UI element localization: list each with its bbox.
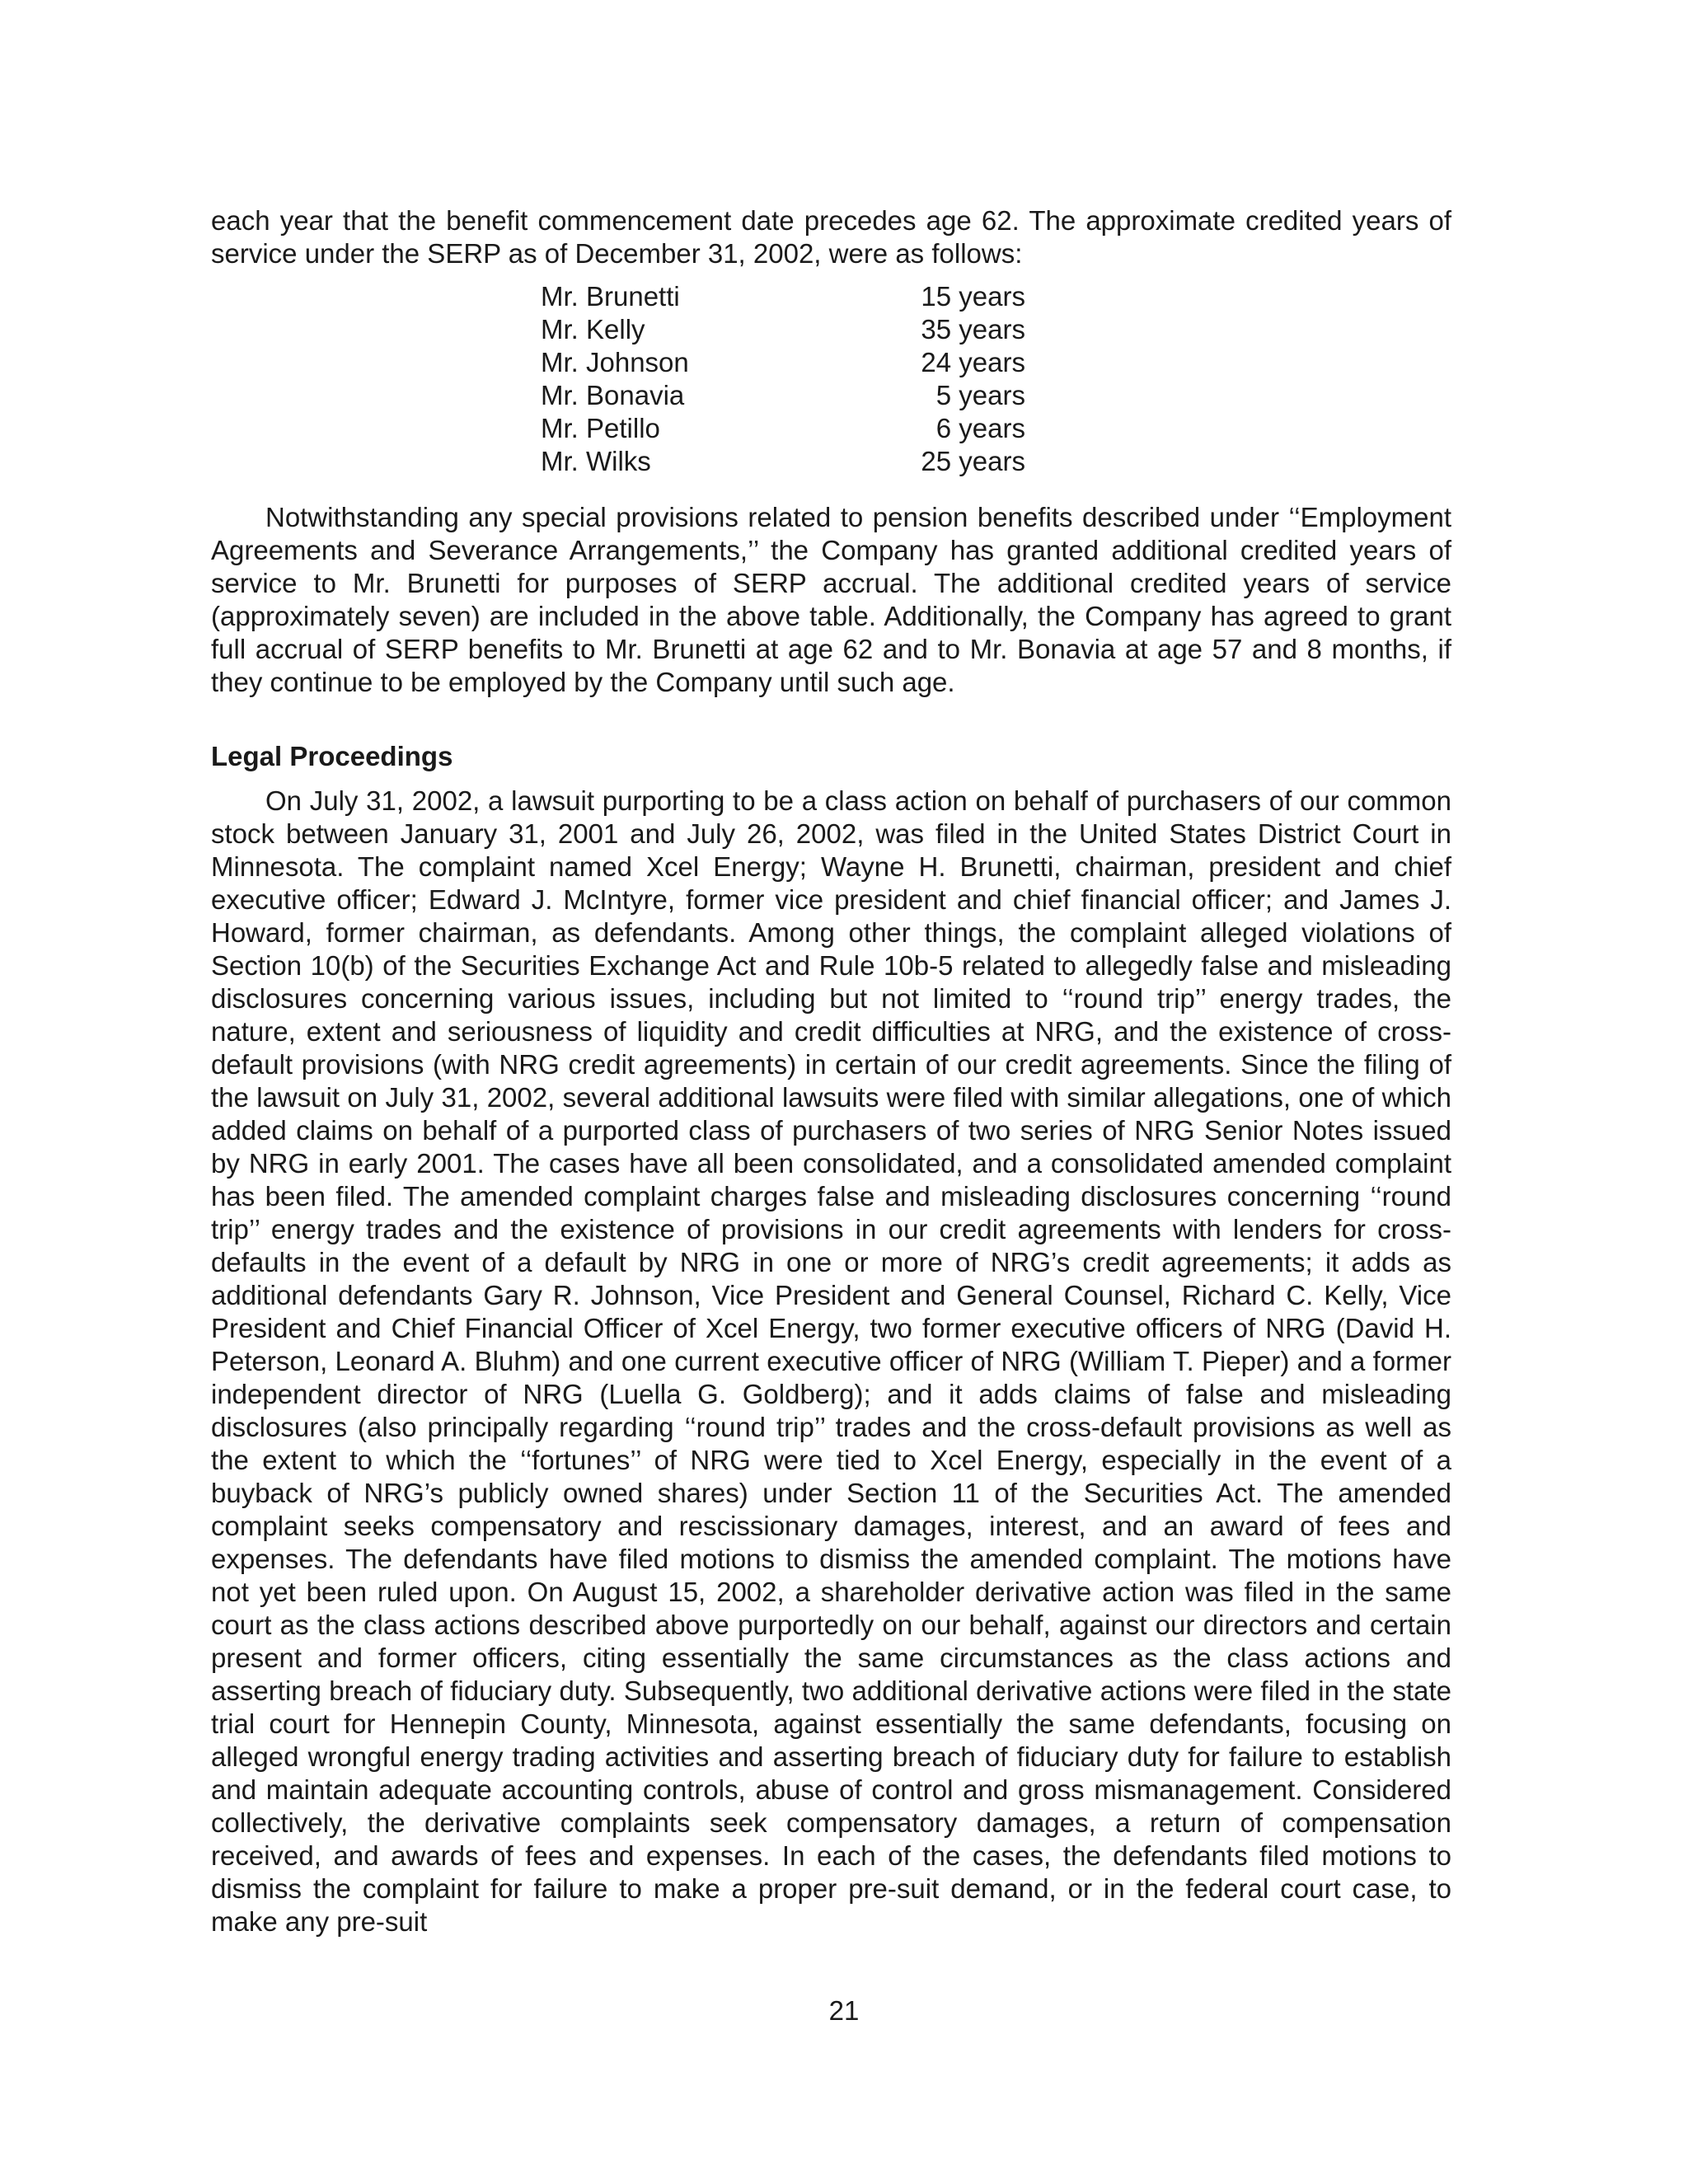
credited-years-value: 25 years	[921, 446, 1025, 476]
document-page	[211, 204, 1451, 1938]
credited-years-row	[541, 412, 1451, 445]
credited-years-table	[211, 280, 1451, 478]
notwithstanding-paragraph: Notwithstanding any special provisions related to pension benefits described under ‘‘Employment Agreements and Severance Arrangements,’’ the Company has granted additional credited years of service to Mr. Brunetti for purposes of SERP accrual. The additional credited years of service (approximately seven) are included in the above table. Additionally, the Company has agreed to grant full accrual of SERP benefits to Mr. Brunetti at age 62 and to Mr. Bonavia at age 57 and 8 months, if they continue to be employed by the Company until such age.	[211, 502, 1451, 697]
credited-years-value: 5 years	[935, 380, 1025, 410]
intro-paragraph: each year that the benefit commencement date precedes age 62. The approximate credited years of service under the SERP as of December 31, 2002, were as follows:	[211, 205, 1451, 269]
credited-years-value: 15 years	[921, 281, 1025, 312]
executive-name: Mr. Brunetti	[541, 281, 680, 312]
credited-years-row	[541, 313, 1451, 346]
executive-name: Mr. Petillo	[541, 413, 660, 443]
credited-years-row	[541, 346, 1451, 379]
legal-proceedings-heading: Legal Proceedings	[211, 741, 453, 771]
executive-name: Mr. Wilks	[541, 446, 651, 476]
legal-proceedings-paragraph: On July 31, 2002, a lawsuit purporting to be a class action on behalf of purchasers of our common stock between January 31, 2001 and July 26, 2002, was filed in the United States District Court in Minnesota. The complaint named Xcel Energy; Wayne H. Brunetti, chairman, president and chief executive officer; Edward J. McIntyre, former vice president and chief financial officer; and James J. Howard, former chairman, as defendants. Among other things, the complaint alleged violations of Section 10(b) of the Securities Exchange Act and Rule 10b-5 related to allegedly false and misleading disclosures concerning various issues, including but not limited to ‘‘round trip’’ energy trades, the nature, extent and seriousness of liquidity and credit difficulties at NRG, and the existence of cross-default provisions (with NRG credit agreements) in certain of our credit agreements. Since the filing of the lawsuit on July 31, 2002, several additional lawsuits were filed with similar allegations, one of which added claims on behalf of a purported class of purchasers of two series of NRG Senior Notes issued by NRG in early 2001. The cases have all been consolidated, and a consolidated amended complaint has been filed. The amended complaint charges false and misleading disclosures concerning ‘‘round trip’’ energy trades and the existence of provisions in our credit agreements with lenders for cross-defaults in the event of a default by NRG in one or more of NRG’s credit agreements; it adds as additional defendants Gary R. Johnson, Vice President and General Counsel, Richard C. Kelly, Vice President and Chief Financial Officer of Xcel Energy, two former executive officers of NRG (David H. Peterson, Leonard A. Bluhm) and one current executive officer of NRG (William T. Pieper) and a former independent director of NRG (Luella G. Goldberg); and it adds claims of false and misleading disclosures (also principally regarding ‘‘round trip’’ trades and the cross-default provisions as well as the extent to which the ‘‘fortunes’’ of NRG were tied to Xcel Energy, especially in the event of a buyback of NRG’s publicly owned shares) under Section 11 of the Securities Act. The amended complaint seeks compensatory and rescissionary damages, interest, and an award of fees and expenses. The defendants have filed motions to dismiss the amended complaint. The motions have not yet been ruled upon. On August 15, 2002, a shareholder derivative action was filed in the same court as the class actions described above purportedly on our behalf, against our directors and certain present and former officers, citing essentially the same circumstances as the class actions and asserting breach of fiduciary duty. Subsequently, two additional derivative actions were filed in the state trial court for Hennepin County, Minnesota, against essentially the same defendants, focusing on alleged wrongful energy trading activities and asserting breach of fiduciary duty for failure to establish and maintain adequate accounting controls, abuse of control and gross mismanagement. Considered collectively, the derivative complaints seek compensatory damages, a return of compensation received, and awards of fees and expenses. In each of the cases, the defendants filed motions to dismiss the complaint for failure to make a proper pre-suit demand, or in the federal court case, to make any pre-suit	[211, 785, 1451, 1937]
credited-years-value: 35 years	[921, 314, 1025, 344]
executive-name: Mr. Bonavia	[541, 380, 685, 410]
credited-years-row	[541, 280, 1451, 313]
executive-name: Mr. Johnson	[541, 347, 689, 377]
credited-years-value: 24 years	[921, 347, 1025, 377]
credited-years-row	[541, 445, 1451, 478]
executive-name: Mr. Kelly	[541, 314, 645, 344]
page-number: 21	[828, 1995, 860, 2026]
credited-years-value: 6 years	[935, 413, 1025, 443]
credited-years-row	[541, 379, 1451, 412]
